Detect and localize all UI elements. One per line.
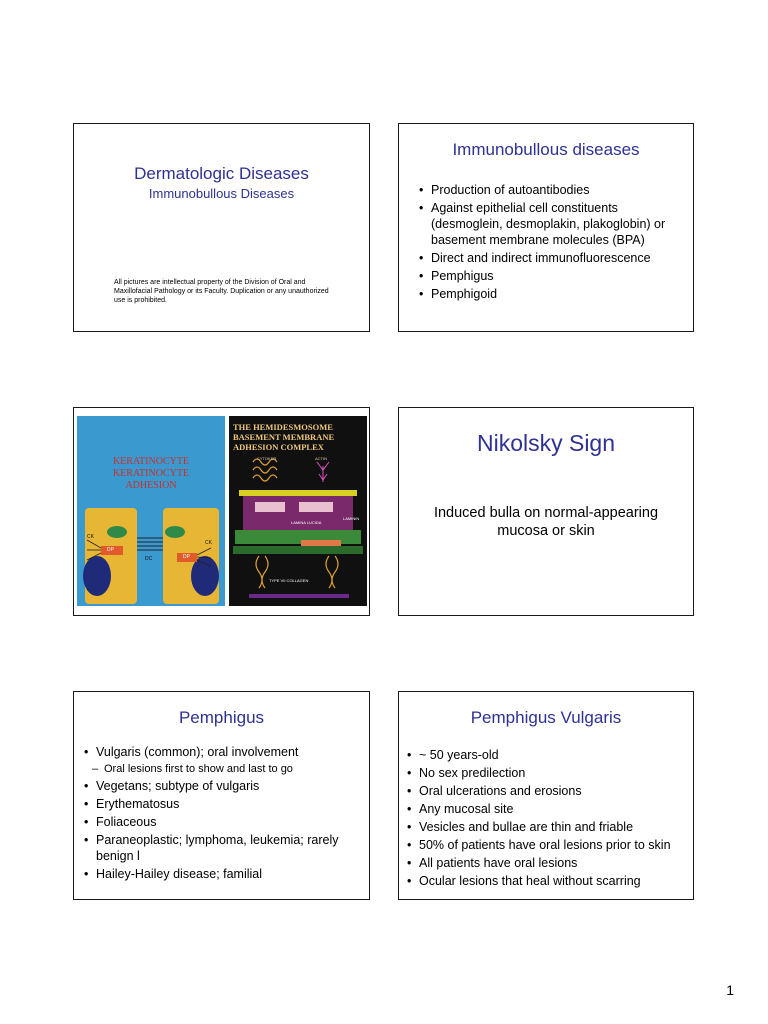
- bullet-list: [405, 747, 687, 891]
- list-item: • Pemphigus: [417, 268, 679, 284]
- bullet-list: [417, 182, 679, 304]
- list-item: • Against epithelial cell constituents (desmoglein, desmoplakin, plakoglobin) or basement membrane molecules (BPA): [417, 200, 679, 248]
- label-actin: ACTIN: [315, 456, 327, 461]
- label-dp: DP: [107, 547, 114, 553]
- slide-3-figures: [73, 407, 370, 616]
- slide-2-immunobullous: [398, 123, 694, 332]
- list-item: • Oral ulcerations and erosions: [405, 783, 687, 799]
- figure-heading: KERATINOCYTE KERATINOCYTE ADHESION: [112, 456, 190, 491]
- label-dp: DP: [183, 554, 190, 560]
- list-item: • Direct and indirect immunofluorescence: [417, 250, 679, 266]
- list-item: • Vulgaris (common); oral involvement: [82, 744, 359, 760]
- label-dc: DC: [145, 556, 153, 562]
- list-item: • Vegetans; subtype of vulgaris: [82, 778, 359, 794]
- list-item: • ~ 50 years-old: [405, 747, 687, 763]
- slide-1-title: [73, 123, 370, 332]
- label-cytoker: CYTOKER: [257, 456, 277, 461]
- list-item: • Paraneoplastic; lymphoma, leukemia; rarely benign l: [82, 832, 359, 864]
- list-item: • All patients have oral lesions: [405, 855, 687, 871]
- page-number: 1: [726, 982, 734, 998]
- bullet-list: [82, 744, 359, 884]
- slide-subtitle: Immunobullous Diseases: [148, 186, 295, 201]
- list-item: • Ocular lesions that heal without scarring: [405, 873, 687, 889]
- slide-title: Pemphigus Vulgaris: [470, 708, 622, 727]
- label-ck: CK: [205, 540, 212, 546]
- slide-5-pemphigus: [73, 691, 370, 900]
- label-ck: CK: [87, 534, 94, 540]
- slide-title: Nikolsky Sign: [476, 430, 616, 456]
- list-item: • Vesicles and bullae are thin and friable: [405, 819, 687, 835]
- list-item: • Foliaceous: [82, 814, 359, 830]
- slide-6-pemphigus-vulgaris: [398, 691, 694, 900]
- list-item: • Erythematosus: [82, 796, 359, 812]
- label-lamina-lucida: LAMINA LUCIDA: [291, 520, 322, 525]
- label-laminin: LAMININ: [343, 516, 360, 521]
- slide-4-nikolsky: [398, 407, 694, 616]
- slide-title: Dermatologic Diseases: [134, 164, 309, 183]
- list-item: • No sex predilection: [405, 765, 687, 781]
- list-item: • Production of autoantibodies: [417, 182, 679, 198]
- list-item: • Any mucosal site: [405, 801, 687, 817]
- hemidesmosome-figure: [229, 416, 367, 606]
- figure-heading: THE HEMIDESMOSOME BASEMENT MEMBRANE ADHESION COMPLEX: [233, 422, 335, 452]
- slide-title: Immunobullous diseases: [452, 140, 640, 159]
- slide-title: Pemphigus: [178, 708, 265, 727]
- keratinocyte-adhesion-figure: [77, 416, 225, 606]
- keratinocyte-diagram: [77, 416, 225, 606]
- label-type-vii-collagen: TYPE VII COLLAGEN: [269, 578, 309, 583]
- list-subitem: – Oral lesions first to show and last to go: [82, 762, 359, 776]
- slide-body: Induced bulla on normal-appearing mucosa or skin: [433, 505, 659, 539]
- list-item: • Pemphigoid: [417, 286, 679, 302]
- list-item: • 50% of patients have oral lesions prior to skin: [405, 837, 687, 853]
- list-item: • Hailey-Hailey disease; familial: [82, 866, 359, 882]
- copyright-notice: All pictures are intellectual property of the Division of Oral and Maxillofacial Pathology or its Faculty. Duplication or any unauthorized use is prohibited.: [114, 279, 329, 304]
